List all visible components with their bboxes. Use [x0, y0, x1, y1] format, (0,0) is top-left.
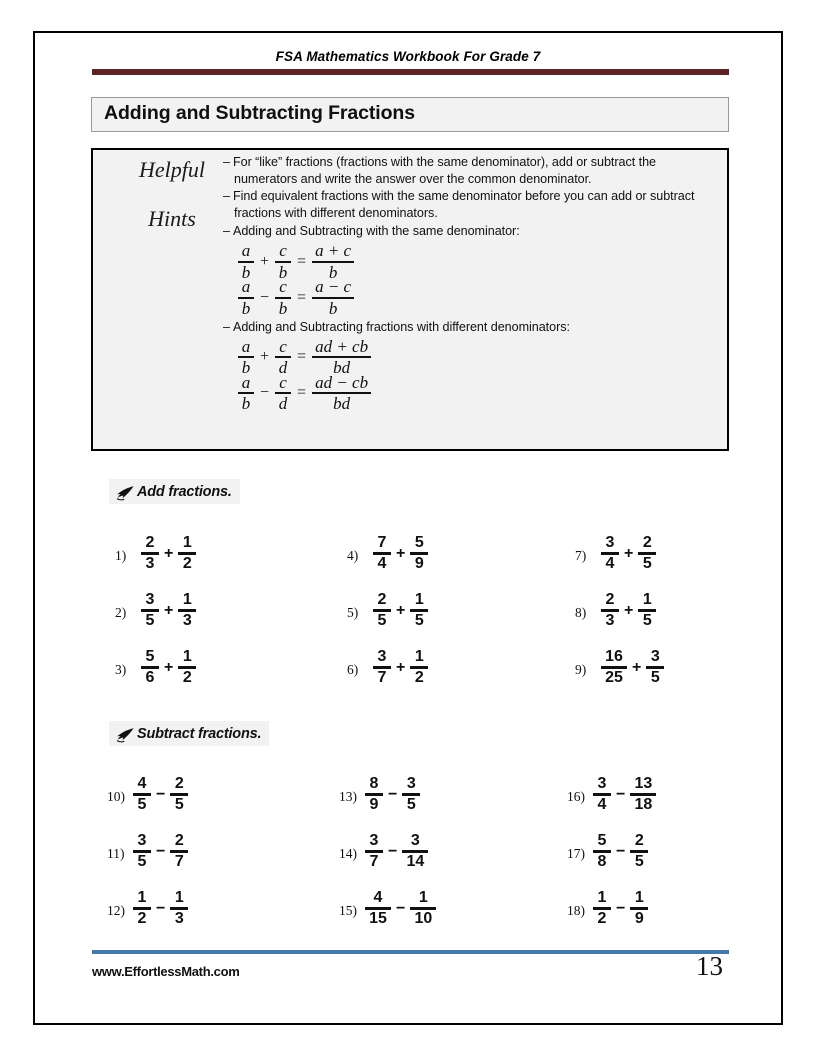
fraction-right	[275, 338, 291, 377]
numerator: 3	[369, 831, 379, 849]
problem-number: 5)	[347, 604, 359, 620]
add-problems-grid	[115, 525, 775, 696]
problem-number: 11)	[107, 845, 125, 861]
denominator: 5	[414, 611, 424, 629]
denominator: 18	[634, 795, 653, 813]
equals-sign: =	[297, 348, 307, 366]
problem-expression	[133, 890, 188, 927]
problem-item[interactable]	[347, 525, 575, 582]
problem-number: 10)	[107, 788, 125, 804]
denominator: 5	[642, 554, 652, 572]
denominator: d	[278, 394, 288, 414]
hint-dash: –	[223, 189, 230, 204]
numerator: 3	[605, 533, 615, 551]
numerator: 3	[406, 774, 416, 792]
hint-dash: –	[223, 319, 230, 334]
instruction-add-fractions	[109, 479, 240, 504]
fraction-result	[312, 278, 354, 317]
denominator: 7	[369, 852, 379, 870]
fraction-left	[141, 649, 159, 686]
numerator: 1	[174, 888, 184, 906]
numerator: 3	[377, 647, 387, 665]
denominator: 5	[377, 611, 387, 629]
problem-item[interactable]	[107, 766, 339, 823]
fraction-right	[646, 649, 664, 686]
denominator: b	[241, 298, 251, 318]
denominator: 25	[605, 668, 623, 686]
numerator: 5	[597, 831, 607, 849]
numerator: ad − cb	[315, 373, 369, 393]
problem-number: 17)	[567, 845, 585, 861]
operator: +	[624, 602, 634, 619]
numerator: 1	[414, 647, 424, 665]
numerator: 1	[418, 888, 428, 906]
operator: +	[164, 602, 174, 619]
operator: +	[260, 252, 270, 270]
fraction-right	[410, 535, 428, 572]
denominator: 4	[377, 554, 387, 572]
fraction-right	[638, 535, 656, 572]
problem-number: 15)	[339, 902, 357, 918]
running-head: FSA Mathematics Workbook For Grade 7	[275, 49, 541, 64]
operator: +	[164, 659, 174, 676]
operator: +	[396, 602, 406, 619]
denominator: 3	[145, 554, 155, 572]
fraction-left	[238, 374, 254, 413]
header-rule	[92, 69, 729, 75]
problem-item[interactable]	[575, 582, 775, 639]
denominator: 5	[642, 611, 652, 629]
operator: −	[616, 900, 626, 917]
equals-sign: =	[297, 252, 307, 270]
operator: −	[388, 843, 398, 860]
fraction-left	[373, 535, 391, 572]
hint-text: Adding and Subtracting fractions with different denominators:	[232, 319, 570, 334]
fraction-left	[593, 890, 611, 927]
instruction-subtract-fractions	[109, 721, 269, 746]
fraction-left	[238, 242, 254, 281]
fraction-result	[312, 374, 371, 413]
problem-expression	[373, 649, 428, 686]
numerator: 4	[137, 774, 147, 792]
denominator: bd	[333, 394, 351, 414]
formula-row	[238, 241, 721, 282]
numerator: 3	[597, 774, 607, 792]
formula-row	[238, 373, 721, 414]
fraction-right	[178, 592, 196, 629]
problem-item[interactable]	[575, 525, 775, 582]
problem-item[interactable]	[107, 823, 339, 880]
numerator: 7	[377, 533, 387, 551]
fraction-left	[141, 535, 159, 572]
denominator: bd	[333, 358, 351, 378]
equals-sign: =	[297, 288, 307, 306]
denominator: 5	[137, 795, 147, 813]
problem-number: 4)	[347, 547, 359, 563]
fraction-right	[170, 776, 188, 813]
denominator: b	[328, 262, 338, 282]
denominator: 14	[406, 852, 425, 870]
denominator: 8	[597, 852, 607, 870]
denominator: 4	[597, 795, 607, 813]
denominator: 10	[414, 909, 433, 927]
helpful-hints-label	[107, 158, 237, 230]
fraction-right	[630, 833, 648, 870]
numerator: 2	[605, 590, 615, 608]
operator: −	[156, 786, 166, 803]
denominator: 5	[174, 795, 184, 813]
problem-item[interactable]	[107, 880, 339, 937]
numerator: a + c	[315, 241, 352, 261]
operator: −	[156, 900, 166, 917]
numerator: c	[279, 241, 287, 261]
page-title: Adding and Subtracting Fractions	[104, 102, 415, 124]
numerator: 1	[642, 590, 652, 608]
subtract-problems-grid	[107, 766, 767, 937]
numerator: c	[279, 277, 287, 297]
numerator: 1	[634, 888, 644, 906]
formula-block-different-denominator	[223, 337, 721, 414]
denominator: 5	[406, 795, 416, 813]
problem-expression	[133, 833, 188, 870]
operator: +	[260, 348, 270, 366]
fraction-result	[312, 338, 371, 377]
fraction-right	[170, 833, 188, 870]
problem-number: 7)	[575, 547, 587, 563]
numerator: 1	[414, 590, 424, 608]
numerator: 3	[137, 831, 147, 849]
problem-number: 2)	[115, 604, 127, 620]
formula-row	[238, 337, 721, 378]
problem-number: 16)	[567, 788, 585, 804]
operator: −	[260, 384, 270, 402]
numerator: 2	[145, 533, 155, 551]
numerator: 3	[410, 831, 420, 849]
denominator: 9	[634, 909, 644, 927]
hint-text: Find equivalent fractions with the same denominator before you can add or subtract fractions with different denominators.	[232, 189, 695, 221]
numerator: a	[241, 373, 251, 393]
denominator: 4	[605, 554, 615, 572]
hint-bullet	[223, 154, 721, 187]
fraction-left	[373, 649, 391, 686]
denominator: 5	[137, 852, 147, 870]
denominator: 2	[137, 909, 147, 927]
problem-expression	[141, 592, 196, 629]
denominator: 2	[597, 909, 607, 927]
fraction-right	[402, 776, 420, 813]
denominator: 9	[369, 795, 379, 813]
problem-number: 8)	[575, 604, 587, 620]
operator: −	[260, 288, 270, 306]
formula-block-same-denominator	[223, 241, 721, 318]
hint-text: Adding and Subtracting with the same denominator:	[232, 223, 520, 238]
fraction-right	[630, 776, 656, 813]
operator: −	[388, 786, 398, 803]
denominator: 6	[145, 668, 155, 686]
numerator: 1	[182, 590, 192, 608]
fraction-left	[373, 592, 391, 629]
numerator: a	[241, 277, 251, 297]
operator: +	[164, 545, 174, 562]
numerator: 4	[373, 888, 383, 906]
problem-item[interactable]	[115, 525, 347, 582]
fraction-left	[365, 833, 383, 870]
problem-number: 14)	[339, 845, 357, 861]
problem-expression	[601, 592, 656, 629]
fraction-left	[133, 833, 151, 870]
numerator: 1	[182, 647, 192, 665]
hints-label-line1: Helpful	[139, 157, 205, 182]
denominator: 7	[377, 668, 387, 686]
problem-item[interactable]	[567, 766, 767, 823]
problem-expression	[593, 776, 656, 813]
hint-bullet	[223, 188, 721, 221]
problem-expression	[601, 649, 664, 686]
problem-expression	[365, 833, 428, 870]
numerator: c	[279, 373, 287, 393]
numerator: 2	[642, 533, 652, 551]
problem-number: 1)	[115, 547, 127, 563]
denominator: b	[328, 298, 338, 318]
problem-item[interactable]	[339, 766, 567, 823]
numerator: 2	[174, 774, 184, 792]
problem-expression	[141, 535, 196, 572]
denominator: 2	[182, 554, 192, 572]
problem-item[interactable]	[115, 582, 347, 639]
problem-expression	[365, 890, 436, 927]
operator: +	[632, 659, 642, 676]
numerator: 3	[145, 590, 155, 608]
numerator: 5	[414, 533, 424, 551]
denominator: 7	[174, 852, 184, 870]
problem-item[interactable]	[339, 880, 567, 937]
hint-dash: –	[223, 155, 230, 169]
problem-expression	[373, 535, 428, 572]
helpful-hints-body	[223, 154, 721, 414]
fraction-right	[275, 278, 291, 317]
formula-row	[238, 277, 721, 318]
problem-expression	[601, 535, 656, 572]
fraction-right	[275, 242, 291, 281]
numerator: 2	[174, 831, 184, 849]
numerator: 1	[597, 888, 607, 906]
fraction-right	[275, 374, 291, 413]
pen-icon	[115, 727, 135, 743]
fraction-left	[365, 890, 391, 927]
fraction-right	[638, 592, 656, 629]
hint-text: For “like” fractions (fractions with the same denominator), add or subtract the numerators and write the answer over the common denominator.	[232, 155, 656, 186]
numerator: 8	[369, 774, 379, 792]
numerator: 2	[634, 831, 644, 849]
denominator: b	[241, 358, 251, 378]
fraction-right	[410, 890, 436, 927]
fraction-right	[402, 833, 428, 870]
problem-number: 12)	[107, 902, 125, 918]
fraction-result	[312, 242, 354, 281]
problem-expression	[133, 776, 188, 813]
problem-item[interactable]	[575, 639, 775, 696]
hint-dash: –	[223, 223, 230, 238]
denominator: 5	[634, 852, 644, 870]
fraction-right	[170, 890, 188, 927]
denominator: b	[278, 262, 288, 282]
fraction-right	[178, 535, 196, 572]
problem-item[interactable]	[567, 823, 767, 880]
problem-item[interactable]	[347, 639, 575, 696]
operator: +	[624, 545, 634, 562]
instruction-text: Add fractions.	[137, 483, 232, 500]
numerator: 16	[605, 647, 623, 665]
denominator: b	[278, 298, 288, 318]
numerator: a	[241, 241, 251, 261]
fraction-right	[410, 592, 428, 629]
fraction-left	[133, 776, 151, 813]
problem-item[interactable]	[115, 639, 347, 696]
denominator: b	[241, 262, 251, 282]
numerator: c	[279, 337, 287, 357]
page-number: 13	[696, 951, 723, 981]
denominator: 3	[182, 611, 192, 629]
fraction-left	[593, 776, 611, 813]
denominator: b	[241, 394, 251, 414]
worksheet-page	[33, 31, 783, 1025]
denominator: 5	[650, 668, 660, 686]
fraction-left	[238, 278, 254, 317]
operator: −	[616, 786, 626, 803]
problem-expression	[141, 649, 196, 686]
denominator: 2	[182, 668, 192, 686]
fraction-left	[601, 649, 627, 686]
fraction-left	[601, 535, 619, 572]
hint-bullet	[223, 319, 721, 336]
problem-item[interactable]	[339, 823, 567, 880]
operator: +	[396, 545, 406, 562]
problem-expression	[373, 592, 428, 629]
problem-number: 18)	[567, 902, 585, 918]
problem-expression	[593, 833, 648, 870]
numerator: a − c	[315, 277, 352, 297]
fraction-left	[593, 833, 611, 870]
numerator: 3	[650, 647, 660, 665]
problem-item[interactable]	[347, 582, 575, 639]
problem-expression	[593, 890, 648, 927]
numerator: a	[241, 337, 251, 357]
denominator: 9	[414, 554, 424, 572]
denominator: 3	[174, 909, 184, 927]
operator: +	[396, 659, 406, 676]
fraction-right	[410, 649, 428, 686]
numerator: 5	[145, 647, 155, 665]
numerator: 13	[634, 774, 653, 792]
helpful-hints-box	[91, 148, 729, 451]
fraction-right	[178, 649, 196, 686]
numerator: 1	[182, 533, 192, 551]
footer-rule	[92, 950, 729, 954]
problem-expression	[365, 776, 420, 813]
fraction-right	[630, 890, 648, 927]
denominator: 2	[414, 668, 424, 686]
problem-item[interactable]	[567, 880, 767, 937]
problem-number: 6)	[347, 661, 359, 677]
fraction-left	[365, 776, 383, 813]
equals-sign: =	[297, 384, 307, 402]
operator: −	[156, 843, 166, 860]
fraction-left	[141, 592, 159, 629]
problem-number: 13)	[339, 788, 357, 804]
section-title-box	[91, 97, 729, 132]
fraction-left	[133, 890, 151, 927]
problem-number: 3)	[115, 661, 127, 677]
pen-icon	[115, 485, 135, 501]
numerator: 1	[137, 888, 147, 906]
problem-number: 9)	[575, 661, 587, 677]
footer-website[interactable]: www.EffortlessMath.com	[92, 964, 240, 979]
numerator: 2	[377, 590, 387, 608]
hints-label-line2: Hints	[148, 206, 196, 232]
instruction-text: Subtract fractions.	[137, 725, 262, 742]
denominator: 15	[369, 909, 387, 927]
denominator: 5	[145, 611, 155, 629]
operator: −	[396, 900, 406, 917]
hint-bullet	[223, 223, 721, 240]
denominator: d	[278, 358, 288, 378]
denominator: 3	[605, 611, 615, 629]
operator: −	[616, 843, 626, 860]
fraction-left	[601, 592, 619, 629]
numerator: ad + cb	[315, 337, 369, 357]
fraction-left	[238, 338, 254, 377]
